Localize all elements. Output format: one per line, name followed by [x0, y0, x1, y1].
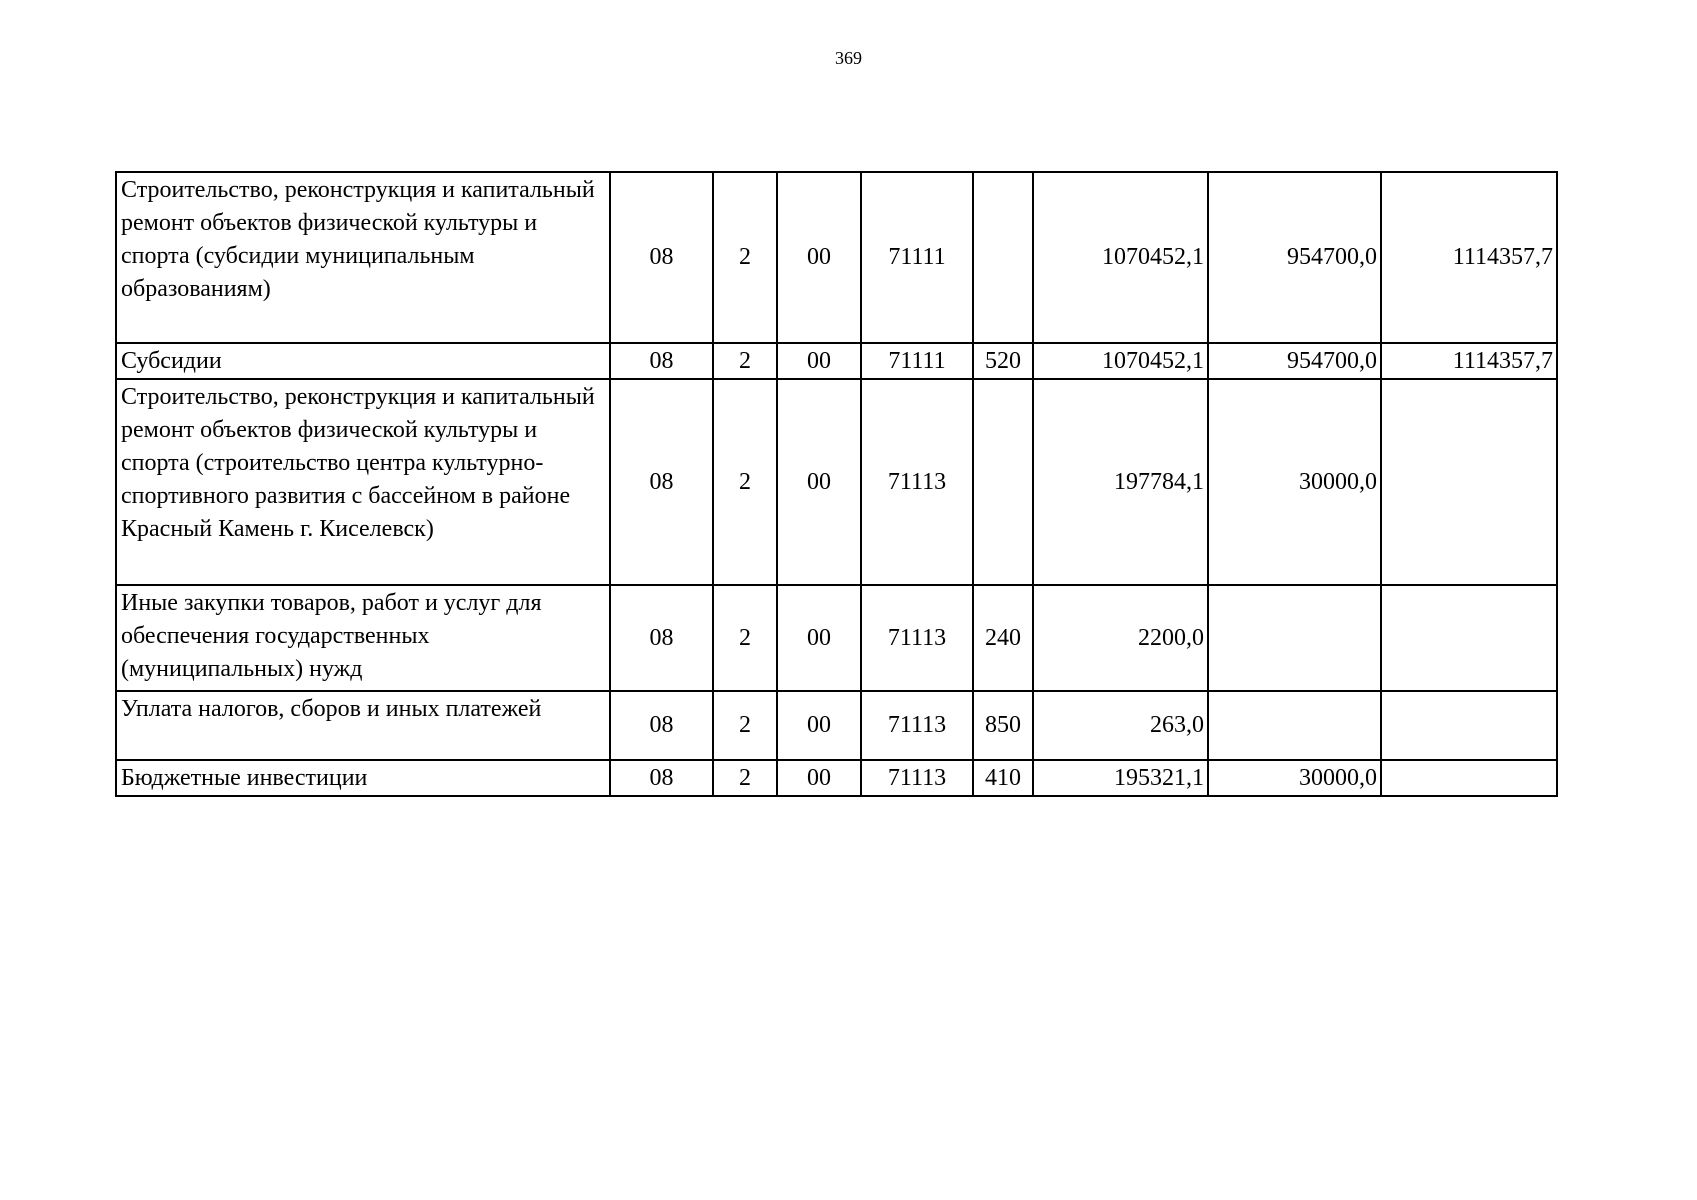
direction-code: 71111: [861, 172, 973, 343]
program-code: 2: [713, 760, 777, 796]
expense-type-code: [973, 379, 1033, 585]
table-row: [116, 172, 1557, 343]
expense-type-code: 410: [973, 760, 1033, 796]
program-code: 2: [713, 379, 777, 585]
subprogram-code: 00: [777, 343, 861, 379]
table-row: [116, 585, 1557, 691]
program-code: 2: [713, 585, 777, 691]
amount-2: [1208, 691, 1381, 760]
direction-code: 71113: [861, 585, 973, 691]
amount-1: 197784,1: [1033, 379, 1208, 585]
page-number: 369: [835, 48, 862, 68]
subprogram-code: 00: [777, 760, 861, 796]
table-row: [116, 343, 1557, 379]
budget-table: [115, 171, 1558, 797]
section-code: 08: [610, 691, 713, 760]
expense-type-code: 850: [973, 691, 1033, 760]
row-name: Уплата налогов, сборов и иных платежей: [116, 691, 610, 760]
expense-type-code: 520: [973, 343, 1033, 379]
amount-3: 1114357,7: [1381, 343, 1557, 379]
row-name: Бюджетные инвестиции: [116, 760, 610, 796]
amount-2: 30000,0: [1208, 379, 1381, 585]
program-code: 2: [713, 691, 777, 760]
amount-1: 2200,0: [1033, 585, 1208, 691]
table-row: [116, 760, 1557, 796]
expense-type-code: 240: [973, 585, 1033, 691]
direction-code: 71111: [861, 343, 973, 379]
direction-code: 71113: [861, 760, 973, 796]
section-code: 08: [610, 343, 713, 379]
section-code: 08: [610, 585, 713, 691]
amount-1: 1070452,1: [1033, 343, 1208, 379]
expense-type-code: [973, 172, 1033, 343]
subprogram-code: 00: [777, 585, 861, 691]
subprogram-code: 00: [777, 172, 861, 343]
row-name: Строительство, реконструкция и капитальный ремонт объектов физической культуры и спорта (субсидии муниципальным образованиям): [116, 172, 610, 343]
amount-3: [1381, 760, 1557, 796]
amount-2: 30000,0: [1208, 760, 1381, 796]
row-name: Субсидии: [116, 343, 610, 379]
amount-3: [1381, 585, 1557, 691]
section-code: 08: [610, 760, 713, 796]
direction-code: 71113: [861, 379, 973, 585]
subprogram-code: 00: [777, 691, 861, 760]
program-code: 2: [713, 343, 777, 379]
table-row: [116, 379, 1557, 585]
amount-1: 195321,1: [1033, 760, 1208, 796]
amount-3: [1381, 379, 1557, 585]
table-row: [116, 691, 1557, 760]
row-name: Иные закупки товаров, работ и услуг для обеспечения государственных (муниципальных) нужд: [116, 585, 610, 691]
subprogram-code: 00: [777, 379, 861, 585]
row-name: Строительство, реконструкция и капитальный ремонт объектов физической культуры и спорта (строительство центра культурно-спортивного развития с бассейном в районе Красный Камень г. Киселевск): [116, 379, 610, 585]
amount-2: [1208, 585, 1381, 691]
amount-3: 1114357,7: [1381, 172, 1557, 343]
section-code: 08: [610, 172, 713, 343]
direction-code: 71113: [861, 691, 973, 760]
amount-1: 263,0: [1033, 691, 1208, 760]
amount-3: [1381, 691, 1557, 760]
program-code: 2: [713, 172, 777, 343]
amount-1: 1070452,1: [1033, 172, 1208, 343]
amount-2: 954700,0: [1208, 172, 1381, 343]
section-code: 08: [610, 379, 713, 585]
amount-2: 954700,0: [1208, 343, 1381, 379]
